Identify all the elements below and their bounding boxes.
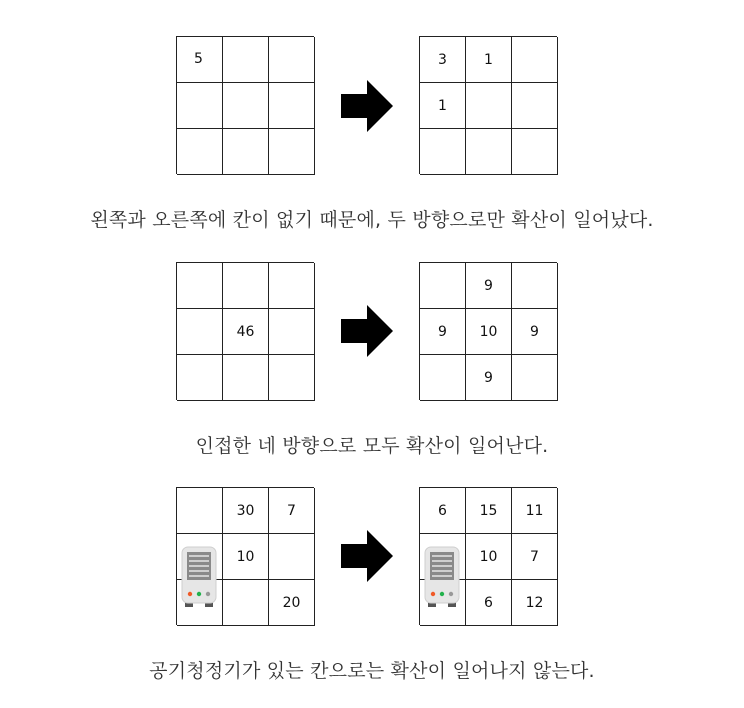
grid-cell: 6 [466, 580, 512, 626]
grid-cell [269, 534, 315, 580]
grid-cell [420, 355, 466, 401]
grid-cell: 12 [512, 580, 558, 626]
grid-cell: 7 [512, 534, 558, 580]
grid-cell [223, 355, 269, 401]
air-purifier-icon [424, 546, 460, 608]
grid-cell: 10 [466, 309, 512, 355]
before-grid-2 [176, 262, 314, 400]
caption-3: 공기청정기가 있는 칸으로는 확산이 일어나지 않는다. [149, 660, 595, 682]
grid-cell [420, 129, 466, 175]
grid-cell: 3 [420, 37, 466, 83]
grid-cell [223, 37, 269, 83]
grid-cell [512, 355, 558, 401]
grid-cell [177, 355, 223, 401]
right-arrow-icon [341, 80, 393, 132]
after-grid-1 [419, 36, 557, 174]
grid-cell: 10 [223, 534, 269, 580]
grid-cell [223, 580, 269, 626]
grid-cell: 46 [223, 309, 269, 355]
grid-cell [269, 129, 315, 175]
grid-cell [177, 83, 223, 129]
grid-cell [466, 83, 512, 129]
grid-cell [420, 263, 466, 309]
grid-cell: 30 [223, 488, 269, 534]
grid-cell [177, 263, 223, 309]
caption-2: 인접한 네 방향으로 모두 확산이 일어난다. [195, 435, 549, 457]
grid-cell: 5 [177, 37, 223, 83]
right-arrow-icon [341, 530, 393, 582]
grid-cell: 6 [420, 488, 466, 534]
grid-cell [269, 309, 315, 355]
grid-cell [269, 263, 315, 309]
grid-cell: 9 [466, 263, 512, 309]
grid-cell: 20 [269, 580, 315, 626]
grid-cell [512, 83, 558, 129]
grid-cell: 9 [466, 355, 512, 401]
grid-cell: 9 [512, 309, 558, 355]
grid-cell: 10 [466, 534, 512, 580]
grid-cell [512, 37, 558, 83]
grid-cell [512, 129, 558, 175]
grid-cell [269, 83, 315, 129]
grid-cell [269, 355, 315, 401]
after-grid-2 [419, 262, 557, 400]
grid-cell [223, 83, 269, 129]
grid-cell: 1 [466, 37, 512, 83]
grid-cell: 9 [420, 309, 466, 355]
grid-cell [466, 129, 512, 175]
grid-cell: 7 [269, 488, 315, 534]
grid-cell [177, 488, 223, 534]
grid-cell [177, 129, 223, 175]
grid-cell [223, 129, 269, 175]
grid-cell: 15 [466, 488, 512, 534]
caption-1: 왼쪽과 오른쪽에 칸이 없기 때문에, 두 방향으로만 확산이 일어났다. [90, 209, 654, 231]
grid-cell [223, 263, 269, 309]
grid-cell [177, 309, 223, 355]
before-grid-1 [176, 36, 314, 174]
grid-cell: 11 [512, 488, 558, 534]
air-purifier-icon [181, 546, 217, 608]
grid-cell [512, 263, 558, 309]
grid-cell [269, 37, 315, 83]
right-arrow-icon [341, 305, 393, 357]
grid-cell: 1 [420, 83, 466, 129]
